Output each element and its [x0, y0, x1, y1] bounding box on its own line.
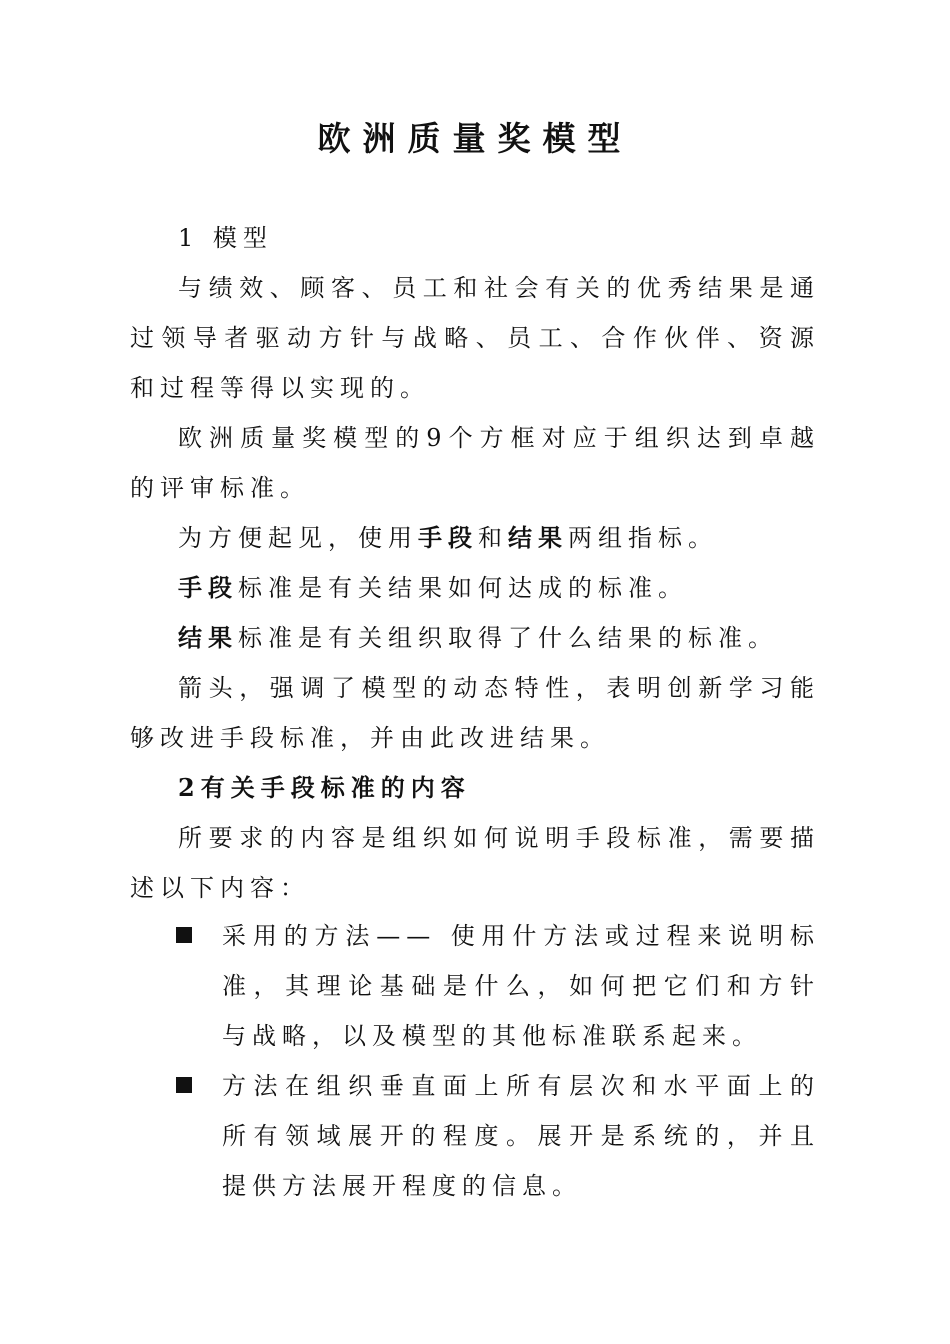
paragraph-means-definition [178, 570, 820, 606]
bold-term-means: 手段 [418, 523, 478, 552]
paragraph-line: 箭头，强调了模型的动态特性，表明创新学习能 [178, 674, 820, 702]
paragraph-line: 与绩效、顾客、员工和社会有关的优秀结果是通 [178, 274, 820, 302]
text-span: 两组指标。 [568, 524, 718, 552]
bullet-line: 所有领域展开的程度。展开是系统的，并且 [222, 1122, 820, 1150]
paragraph-line: 所要求的内容是组织如何说明手段标准，需要描 [178, 824, 820, 852]
paragraph-line: 述以下内容： [130, 874, 310, 902]
paragraph-line: 够改进手段标准，并由此改进结果。 [130, 724, 610, 752]
section-heading-2: 2有关手段标准的内容 [178, 773, 471, 802]
bold-term-means: 手段 [178, 573, 238, 602]
bold-term-results: 结果 [178, 623, 238, 652]
bullet-line: 方法在组织垂直面上所有层次和水平面上的 [222, 1072, 820, 1100]
bullet-line: 采用的方法—— 使用什方法或过程来说明标 [222, 922, 820, 950]
bullet-line: 提供方法展开程度的信息。 [222, 1172, 582, 1200]
bullet-line: 准，其理论基础是什么，如何把它们和方针 [222, 972, 820, 1000]
section-heading-1: 1 模型 [178, 224, 273, 252]
bold-term-results: 结果 [508, 523, 568, 552]
paragraph-line: 的评审标准。 [130, 474, 310, 502]
text-span: 和 [478, 524, 508, 552]
square-bullet-icon [176, 1077, 192, 1093]
paragraph-line: 过领导者驱动方针与战略、员工、合作伙伴、资源 [130, 324, 820, 352]
page-title: 欧洲质量奖模型 [317, 119, 633, 158]
text-span: 标准是有关结果如何达成的标准。 [238, 574, 688, 602]
paragraph-line: 欧洲质量奖模型的9个方框对应于组织达到卓越 [178, 424, 820, 452]
text-span: 标准是有关组织取得了什么结果的标准。 [238, 624, 778, 652]
paragraph-means-results [178, 520, 820, 556]
square-bullet-icon [176, 927, 192, 943]
text-span: 为方便起见，使用 [178, 524, 418, 552]
bullet-line: 与战略，以及模型的其他标准联系起来。 [222, 1022, 762, 1050]
paragraph-results-definition [178, 620, 820, 656]
paragraph-line: 和过程等得以实现的。 [130, 374, 430, 402]
